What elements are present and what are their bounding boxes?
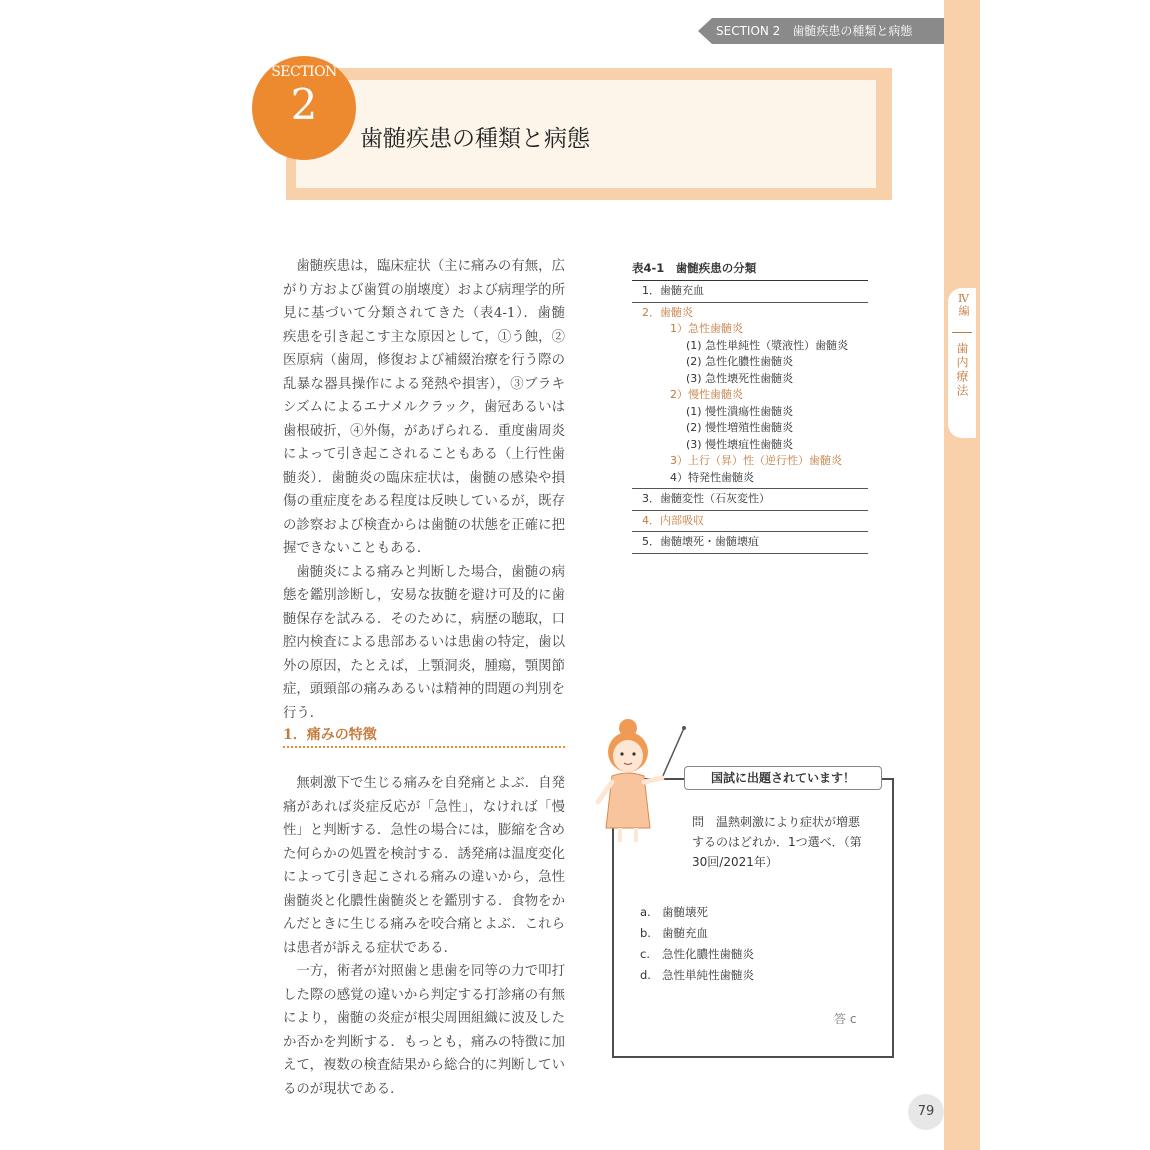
pain-text bbox=[283, 772, 565, 1101]
table-cell: 3．歯髄変性（石灰変性） bbox=[642, 492, 770, 505]
table-cell: 2．歯髄炎 bbox=[642, 305, 693, 319]
table-cell: (2) 慢性増殖性歯髄炎 bbox=[686, 421, 794, 434]
classification-table bbox=[632, 280, 868, 554]
exam-option: a. 歯髄壊死 bbox=[640, 905, 708, 919]
exam-question-text: 問 温熱刺激により症状が増悪するのはどれか．1つ選べ．（第30回/2021年） bbox=[692, 815, 862, 869]
exam-option: d. 急性単純性歯髄炎 bbox=[640, 968, 754, 982]
body-paragraph: 歯髄疾患は，臨床症状（主に痛みの有無，広がり方および歯質の崩壊度）および病理学的所見に基づいて分類されてきた（表4-1）．歯髄疾患を引き起こす主な原因として，①う蝕，②医原病（歯周，修復および補綴治療を行う際の乱暴な器具操作による発熱や損害），③ブラキシズムによるエナメルクラック，歯冠あるいは歯根破折，④外傷，があげられる．重度歯周炎によって引き起こされることもある（上行性歯髄炎）．歯髄炎の臨床症状は，歯髄の感染や損傷の重症度をある程度は反映しているが，既存の診察および検査からは歯髄の状態を正確に把握できないこともある． bbox=[283, 259, 565, 556]
table-row bbox=[632, 532, 868, 554]
intro-text bbox=[283, 255, 565, 725]
table-row bbox=[632, 511, 868, 533]
table-row bbox=[632, 489, 868, 511]
exam-option: b. 歯髄充血 bbox=[640, 926, 708, 940]
exam-box-header: 国試に出題されています！ bbox=[684, 766, 882, 790]
table-caption: 表4-1 歯髄疾患の分類 bbox=[632, 261, 757, 275]
section-number: 2 bbox=[290, 80, 318, 129]
table-cell: (3) 急性壊死性歯髄炎 bbox=[686, 371, 794, 385]
table-cell: (3) 慢性壊疽性歯髄炎 bbox=[686, 437, 794, 451]
table-cell: 5．歯髄壊死・歯髄壊疽 bbox=[642, 535, 759, 548]
section-label: SECTION bbox=[271, 64, 337, 80]
body-paragraph: 一方，術者が対照歯と患歯を同等の力で叩打した際の感覚の違いから判定する打診痛の有無により，歯髄の炎症が根尖周囲組織に波及したか否かを判断する．もっとも，痛みの特徴に加えて，複数の検査結果から総合的に判断しているのが現状である． bbox=[283, 964, 565, 1097]
exam-options bbox=[640, 902, 860, 986]
side-part-label: Ⅳ編 bbox=[957, 292, 970, 316]
table-row bbox=[632, 280, 868, 303]
table-cell: 4）特発性歯髄炎 bbox=[670, 470, 754, 484]
body-paragraph: 歯髄炎による痛みと判断した場合，歯髄の病態を鑑別診断し，安易な抜髄を避け可及的に歯髄保存を試みる．そのために，病歴の聴取，口腔内検査による患部あるいは患歯の特定，歯以外の原因，たとえば，上顎洞炎，腫瘍，顎関節症，頭頸部の痛みあるいは精神的問題の判別を行う． bbox=[283, 564, 565, 721]
section-title: 歯髄疾患の種類と病態 bbox=[360, 126, 590, 152]
side-divider bbox=[952, 332, 972, 333]
page-number: 79 bbox=[908, 1094, 944, 1130]
table-cell: 1．歯髄充血 bbox=[642, 284, 704, 297]
table-cell: 4．内部吸収 bbox=[642, 513, 704, 527]
table-cell: (2) 急性化膿性歯髄炎 bbox=[686, 355, 794, 368]
table-cell: (1) 急性単純性（漿液性）歯髄炎 bbox=[686, 338, 849, 352]
table-cell: 3）上行（昇）性（逆行性）歯髄炎 bbox=[670, 454, 842, 467]
subsection-heading: 1．痛みの特徴 bbox=[283, 724, 565, 748]
exam-answer: 答 c bbox=[834, 1012, 857, 1026]
side-chapter-title: 歯内療法 bbox=[955, 342, 969, 398]
side-index-strip bbox=[944, 0, 980, 1150]
table-cell: 1）急性歯髄炎 bbox=[670, 322, 743, 335]
body-paragraph: 無刺激下で生じる痛みを自発痛とよぶ．自発痛があれば炎症反応が「急性」，なければ「慢性」と判断する．急性の場合には，膨縮を含めた何らかの処置を検討する．誘発痛は温度変化によって引き起こされる痛みの違いから，急性歯髄炎と化膿性歯髄炎とを鑑別する．食物をかんだときに生じる痛みを咬合痛とよぶ．これらは患者が訴える症状である． bbox=[283, 776, 565, 956]
table-cell: (1) 慢性潰瘍性歯髄炎 bbox=[686, 404, 794, 418]
exam-option: c. 急性化膿性歯髄炎 bbox=[640, 947, 754, 961]
table-cell: 2）慢性歯髄炎 bbox=[670, 388, 743, 401]
table-row bbox=[632, 303, 868, 490]
teacher-character-illustration bbox=[588, 716, 692, 846]
section-header-text: SECTION 2 歯髄疾患の種類と病態 bbox=[716, 24, 913, 38]
